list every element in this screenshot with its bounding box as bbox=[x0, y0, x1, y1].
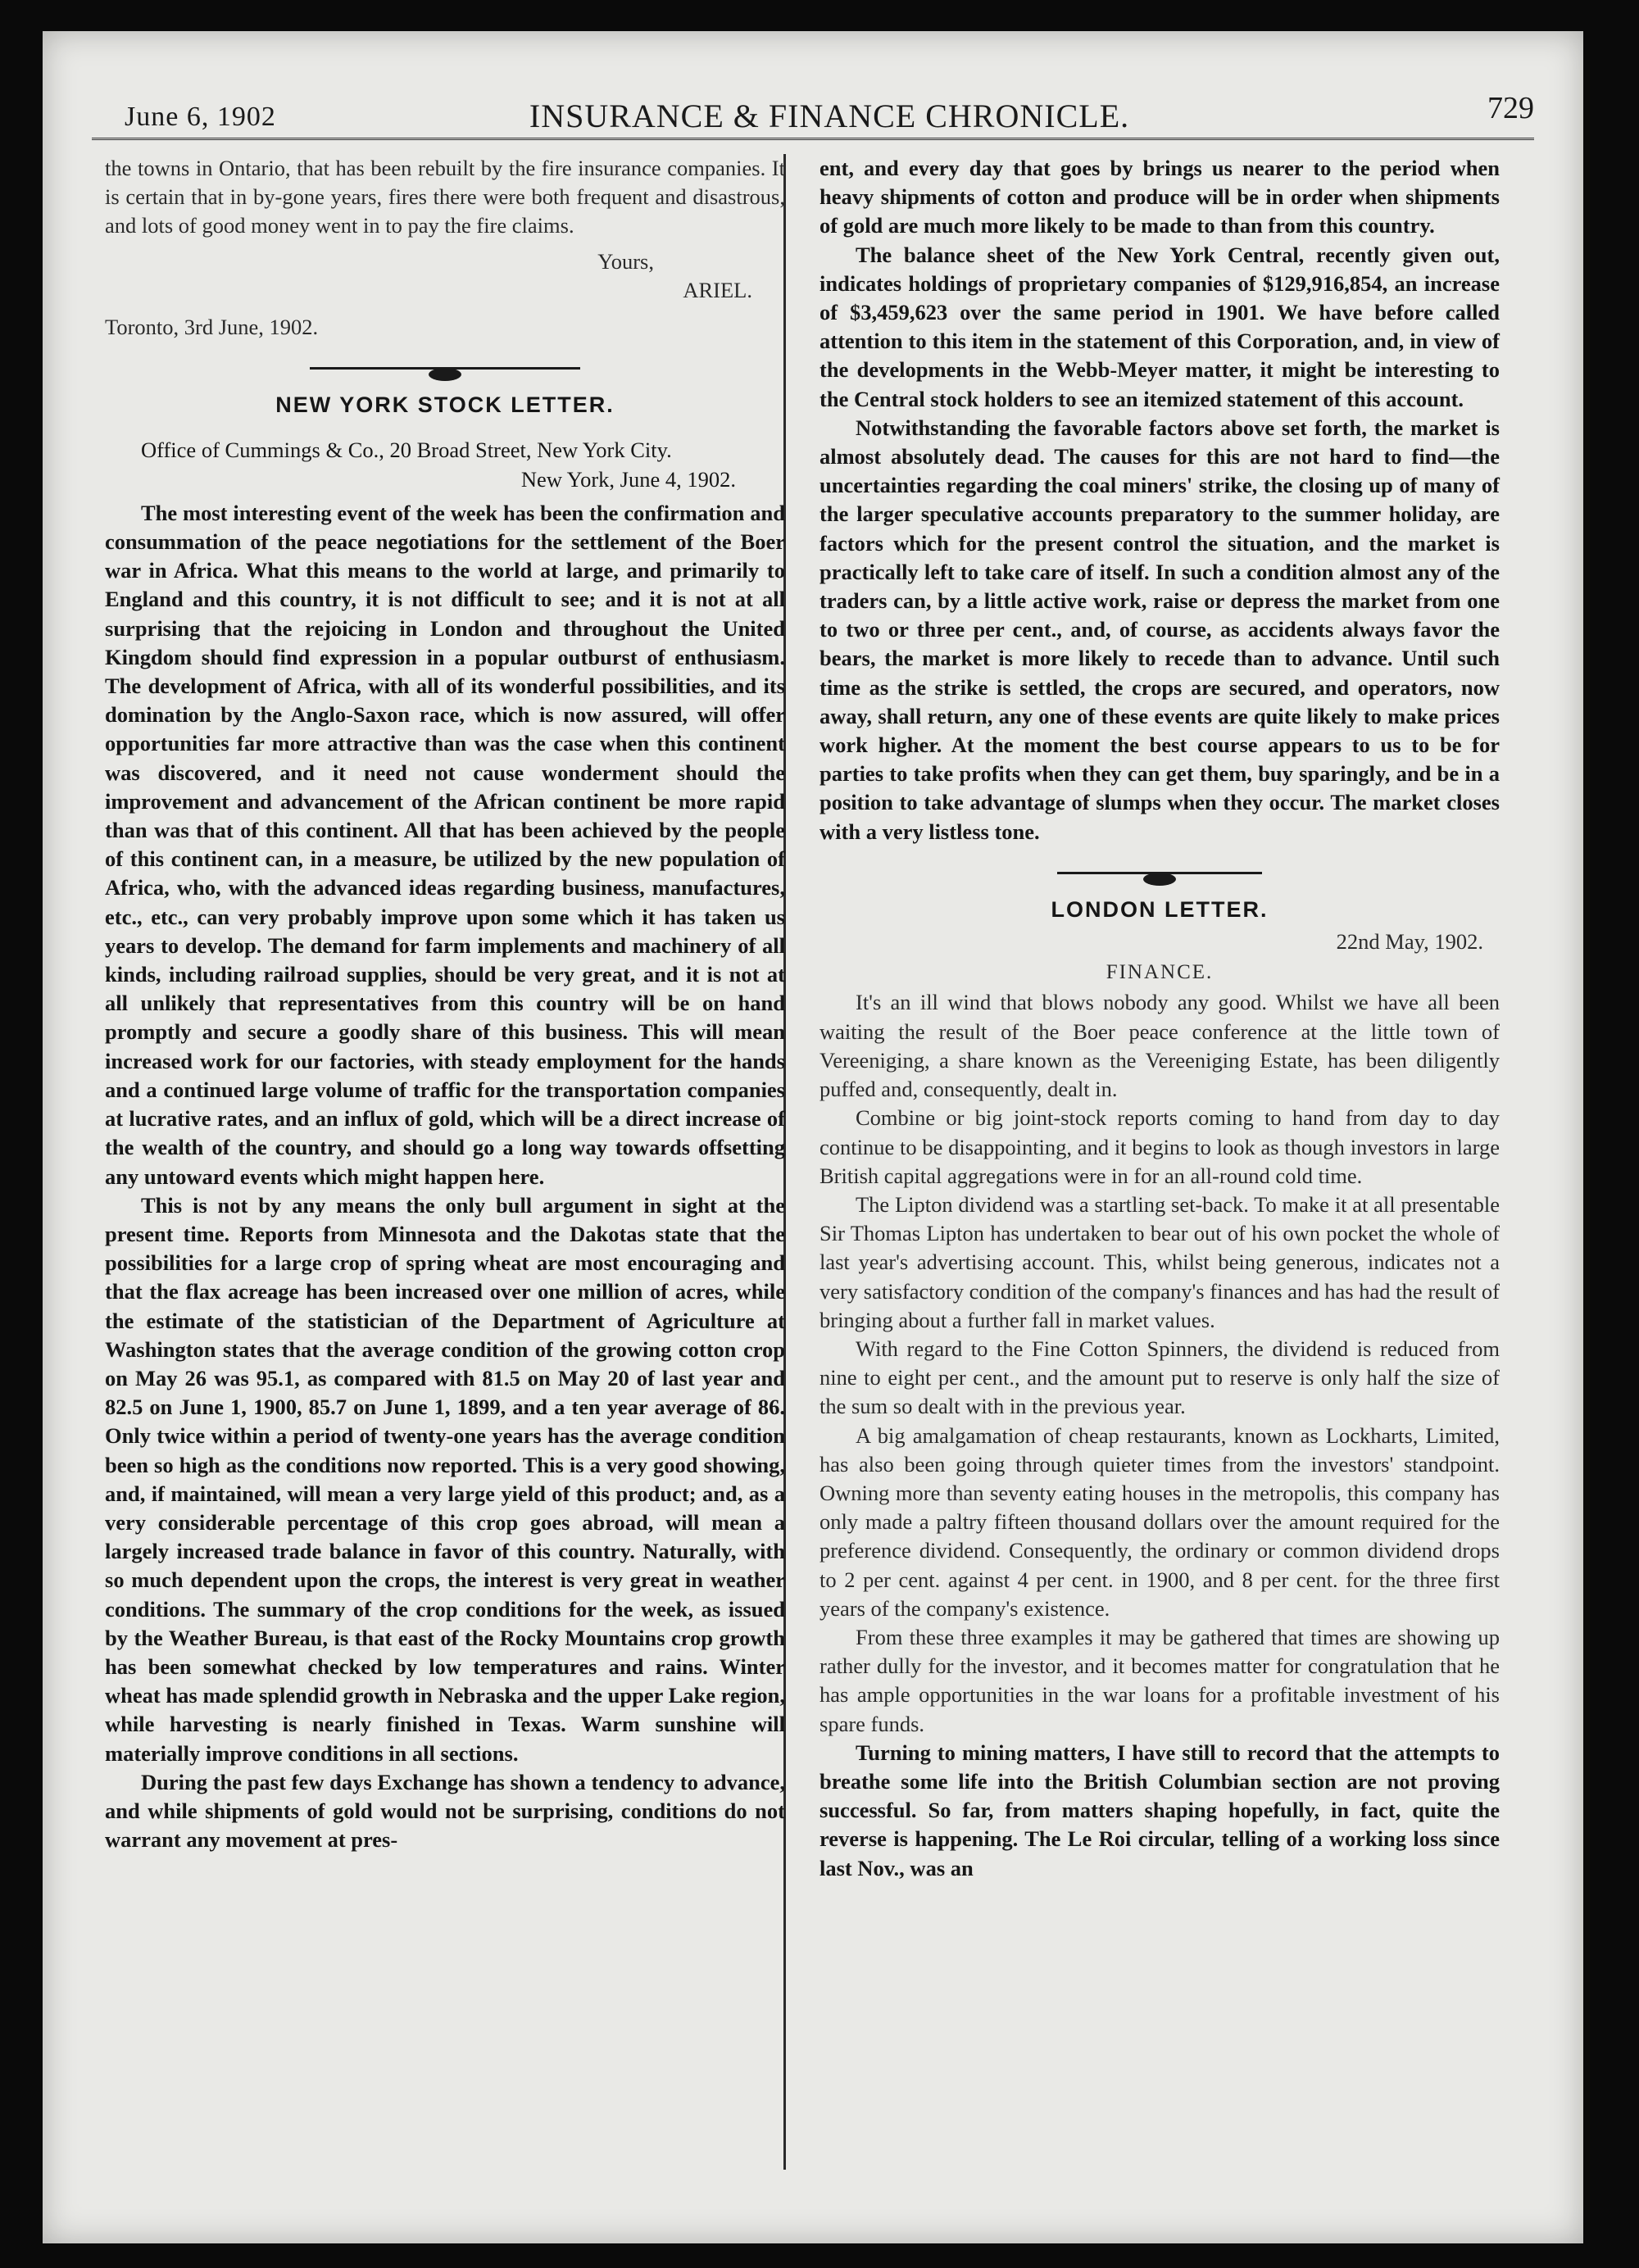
london-letter-subheading: FINANCE. bbox=[1106, 961, 1214, 984]
ny-letter-office: Office of Cummings & Co., 20 Broad Street, New York City. bbox=[141, 438, 672, 463]
london-paragraph: The Lipton dividend was a startling set-back. To make it at all presentable Sir Thomas Lipton has undertaken to bear out of his own pocket the whole of last year's advertising account. This, whilst being generous, indicates not a very satisfactory condition of the company's finances and has had the result of bringing about a further fall in market values. bbox=[820, 1191, 1500, 1332]
london-paragraph: Turning to mining matters, I have still to record that the attempts to breathe some life into the British Columbian section are not proving successful. So far, from matters shaping hopefully, in fact, quite the reverse is happening. The Le Roi circular, telling of a working loss since last Nov., was an bbox=[820, 1740, 1500, 1880]
right-column bbox=[820, 154, 1500, 1883]
london-letter-heading: LONDON LETTER. bbox=[1051, 896, 1269, 922]
ny-paragraph: The most interesting event of the week has been the confirmation and consummation of the peace negotiations for the settlement of the Boer war in Africa. What this means to the world at large, and primarily to England and this country, it is not difficult to see; and it is not at all surprising that the rejoicing in London and throughout the United Kingdom should find expression in a popular outburst of enthusiasm. The development of Africa, with all of its wonderful possibilities, and its domination by the Anglo-Saxon race, which is now assured, will offer opportunities far more attractive than was the case when this continent was discovered, and it need not cause wonderment should the improvement and advancement of the African continent be more rapid than was that of this continent. All that has been achieved by the people of this continent can, in a measure, be utilized by the new population of Africa, who, with the advanced ideas regarding business, manufactures, etc., etc., can very probably improve upon some which it has taken us years to develop. The demand for farm implements and machinery of all kinds, including railroad supplies, should be very great, and it is not at all unlikely that representatives from this country will be on hand promptly and secure a goodly share of this business. This will mean increased work for our factories, with steady employment for the hands and a continued large volume of traffic for the transportation companies at lucrative rates, and an influx of gold, which will be a direct increase of the wealth of the country, and should go a long way towards offsetting any untoward events which might happen here. bbox=[105, 500, 785, 1189]
letter-continuation: the towns in Ontario, that has been rebuilt by the fire insurance companies. It is certain that in by-gone years, fires there were both frequent and disastrous, and lots of good money went in to pay the fire claims. bbox=[105, 156, 785, 238]
letter-signature: ARIEL. bbox=[683, 277, 752, 302]
ny-letter-dateline: New York, June 4, 1902. bbox=[520, 466, 736, 492]
letter-closing: Yours, bbox=[597, 248, 654, 274]
london-letter-date: 22nd May, 1902. bbox=[1336, 929, 1483, 955]
page-header bbox=[108, 64, 1550, 134]
letter-dateline: Toronto, 3rd June, 1902. bbox=[105, 315, 319, 340]
section-ornament bbox=[820, 864, 1500, 881]
section-ornament bbox=[105, 360, 785, 376]
left-column bbox=[105, 154, 785, 1854]
london-paragraph: With regard to the Fine Cotton Spinners, the dividend is reduced from nine to eight per cent., and the amount put to reserve is only half the size of the sum so dealt with in the previous year. bbox=[820, 1336, 1500, 1419]
london-paragraph: Combine or big joint-stock reports coming to hand from day to day continue to be disappointing, and it begins to look as though investors in large British capital aggregations were in for an all-round cold time. bbox=[820, 1105, 1500, 1188]
ny-paragraph: Notwithstanding the favorable factors above set forth, the market is almost absolutely dead. The causes for this are not hard to find—the uncertainties regarding the coal miners' strike, the closing up of many of the larger speculative accounts preparatory to the summer holiday, are factors which for the present control the situation, and the market is practically left to take care of itself. In such a condition almost any of the traders can, by a little active work, raise or depress the market from one to two or three per cent., and, of course, as accidents always favor the bears, the market is more likely to recede than to advance. Until such time as the strike is settled, the crops are secured, and operators, now away, shall return, any one of these events are quite likely to make prices work higher. At the moment the best course appears to us to be for parties to take profits when they can get them, buy sparingly, and be in a position to take advantage of slumps when they occur. The market closes with a very listless tone. bbox=[820, 415, 1500, 844]
london-paragraph: From these three examples it may be gathered that times are showing up rather dully for the investor, and it becomes matter for congratulation that he has ample opportunities in the war loans for a profitable investment of his spare funds. bbox=[820, 1624, 1500, 1736]
london-paragraph: A big amalgamation of cheap restaurants, known as Lockharts, Limited, has also been going through quieter times from the investors' standpoint. Owning more than seventy eating houses in the metropolis, this company has only made a paltry fifteen thousand dollars over the amount required for the preference dividend. Consequently, the ordinary or common dividend drops to 2 per cent. against 4 per cent. in 1900, and 8 per cent. for the three first years of the company's existence. bbox=[820, 1422, 1500, 1621]
ny-letter-heading: NEW YORK STOCK LETTER. bbox=[275, 392, 615, 418]
page-number: 729 bbox=[1487, 91, 1534, 125]
newspaper-page bbox=[43, 31, 1583, 2243]
publication-title: INSURANCE & FINANCE CHRONICLE. bbox=[529, 98, 1130, 134]
ny-paragraph: This is not by any means the only bull argument in sight at the present time. Reports from Minnesota and the Dakotas state that the possibilities for a large crop of spring wheat are most encouraging and that the flax acreage has been increased over one million of acres, while the estimate of the statistician of the Department of Agriculture at Washington states that the average condition of the growing cotton crop on May 26 was 95.1, as compared with 81.5 on May 20 of last year and 82.5 on June 1, 1900, 85.7 on June 1, 1899, and a ten year average of 86. Only twice within a period of twenty-one years has the average condition been so high as the conditions now reported. This is a very good showing, and, if maintained, will mean a very large yield of this product; and, as a very considerable percentage of this crop goes abroad, will mean a largely increased trade balance in favor of this country. Naturally, with so much dependent upon the crops, the interest is very great in weather conditions. The summary of the crop conditions for the week, as issued by the Weather Bureau, is that east of the Rocky Mountains crop growth has been somewhat checked by low temperatures and rains. Winter wheat has made splendid growth in Nebraska and the upper Lake region, while harvesting is nearly finished in Texas. Warm sunshine will materially improve conditions in all sections. bbox=[105, 1192, 785, 1766]
ny-paragraph-continued: ent, and every day that goes by brings us nearer to the period when heavy shipments of cotton and produce will be in order when shipments of gold are much more likely to be made to than from this country. bbox=[820, 156, 1500, 238]
issue-date: June 6, 1902 bbox=[125, 102, 276, 132]
header-rule bbox=[92, 138, 1534, 140]
london-paragraph: It's an ill wind that blows nobody any good. Whilst we have all been waiting the result of the Boer peace conference at the little town of Vereeniging, a share known as the Vereeniging Estate, has been diligently puffed and, consequently, dealt in. bbox=[820, 990, 1500, 1102]
ny-paragraph-split: During the past few days Exchange has shown a tendency to advance, and while shipments of gold would not be surprising, conditions do not warrant any movement at pres- bbox=[105, 1769, 785, 1853]
ny-paragraph: The balance sheet of the New York Central, recently given out, indicates holdings of proprietary companies of $129,916,854, an increase of $3,459,623 over the same period in 1901. We have before called attention to this item in the statement of this Corporation, and, in view of the developments in the Webb-Meyer matter, it might be interesting to the Central stock holders to see an itemized statement of this account. bbox=[820, 242, 1500, 411]
